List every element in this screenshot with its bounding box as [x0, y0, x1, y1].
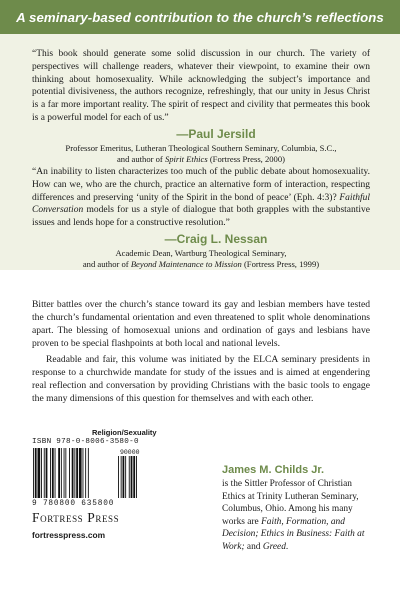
description-paragraph: Bitter battles over the church’s stance toward its gay and lesbian members have tested the church’s fundamental orientation and even threatened to split whole denominations apart. The blessing of homosexual unions and ordination of gays and lesbians have proven to be special flashpoints at both local and national levels.	[32, 299, 370, 349]
endorser-book-title: Beyond Maintenance to Mission	[130, 259, 242, 270]
banner-tagline: A seminary-based contribution to the church’s reflections	[0, 0, 400, 34]
barcode-bar	[83, 448, 84, 498]
barcode-addon-bar	[136, 456, 137, 498]
barcode-bar	[52, 448, 54, 498]
endorser-author-of: and author of	[116, 153, 165, 164]
barcode-bars	[33, 448, 89, 498]
barcode-addon-bar	[131, 456, 133, 498]
endorser-book-publisher: (Fortress Press, 1999)	[241, 259, 320, 270]
barcode	[32, 448, 145, 498]
barcode-bar	[44, 448, 45, 498]
barcode-bar	[41, 448, 42, 498]
barcode-addon-bar	[118, 456, 119, 498]
barcode-addon-bar	[125, 456, 126, 498]
endorsement-nessan	[32, 166, 370, 271]
endorser-book-title: Spirit Ethics	[164, 153, 208, 164]
barcode-bar	[76, 448, 78, 498]
endorser-name: —Craig L. Nessan	[164, 231, 268, 246]
book-title-inline: Faithful Conversation	[32, 192, 370, 216]
barcode-addon-bar	[133, 456, 135, 498]
endorser-name: —Paul Jersild	[176, 126, 256, 141]
barcode-bar	[61, 448, 62, 498]
publisher-url: fortresspress.com	[32, 530, 106, 540]
barcode-bar	[88, 448, 89, 498]
barcode-addon-bars	[118, 449, 140, 498]
barcode-bar	[69, 448, 70, 498]
publisher-name: Fortress Press	[32, 510, 120, 525]
endorsement-text-part: “An inability to listen characterizes too much of the public debate about homosexuality. How can we, who are the church, practice an alternative form of interaction, respecting differences and preserving ‘unity of the Spirit in the bond of peace’ (Eph. 4:3)?	[32, 167, 370, 203]
barcode-addon-bar	[121, 456, 122, 498]
endorser-title: Academic Dean, Wartburg Theological Seminary,	[115, 247, 287, 258]
barcode-number: 9 780800 635800	[32, 500, 115, 508]
endorsement-text: “This book should generate some solid discussion in our church. The variety of perspectives will challenge readers, whatever their viewpoint, to examine their own thinking about homosexuality. While acknowledging the subject’s importance and potential divisiveness, the authors recognize, refreshingly, that our unity in Jesus Christ is a far more important reality. The spirit of respect and civility that permeates this book is a powerful model for each of us.”	[32, 49, 370, 123]
author-bio	[222, 478, 372, 554]
endorsement-text	[32, 166, 370, 230]
barcode-bar	[38, 448, 41, 498]
author-bio-text: .	[285, 541, 289, 552]
book-description	[32, 298, 370, 405]
barcode-bar	[64, 448, 65, 498]
barcode-bar	[85, 448, 86, 498]
barcode-bar	[65, 448, 66, 498]
endorsements-panel	[0, 34, 400, 270]
barcode-bar	[35, 448, 37, 498]
endorser-author-of: and author of	[82, 259, 131, 270]
author-block	[222, 464, 372, 554]
endorser-credentials	[32, 143, 370, 166]
author-name: James M. Childs Jr.	[222, 464, 325, 476]
isbn-label: ISBN 978-0-8006-3580-0	[32, 438, 139, 446]
description-paragraph: Readable and fair, this volume was initiated by the ELCA seminary presidents in response to a churchwide mandate for study of the issues and is aimed at engendering real reflection and conversation by providing Christians with the basic tools to engage the many dimensions of this question for themselves and with each other.	[32, 354, 370, 404]
barcode-bar	[79, 448, 82, 498]
barcode-bar	[55, 448, 56, 498]
price-code: 90000	[120, 449, 140, 456]
barcode-bar	[33, 448, 34, 498]
endorser-credentials	[32, 248, 370, 271]
endorser-title: Professor Emeritus, Lutheran Theological Southern Seminary, Columbia, S.C.,	[65, 142, 337, 153]
barcode-bar	[72, 448, 74, 498]
endorsement-text-part: models for us a style of dialogue that both grapples with the substantive issues and lends hope for a constructive resolution.”	[32, 205, 370, 229]
endorser-book-publisher: (Fortress Press, 2000)	[207, 153, 286, 164]
barcode-bar	[46, 448, 48, 498]
barcode-addon-bar	[123, 456, 125, 498]
barcode-bar	[58, 448, 60, 498]
endorsement-jersild	[32, 48, 370, 165]
barcode-bar	[50, 448, 51, 498]
barcode-addon-bar	[129, 456, 130, 498]
barcode-bar	[74, 448, 75, 498]
category-label: Religion/Sexuality	[92, 428, 157, 437]
author-works: Greed	[262, 541, 286, 552]
author-bio-text: and	[244, 541, 263, 552]
author-works: Faith, Formation, and Decision; Ethics in Business: Faith at Work;	[222, 516, 365, 552]
author-bio-text: is the Sittler Professor of Christian Ethics at Trinity Lutheran Seminary, Columbus, Ohio. Among his many works are	[222, 479, 359, 527]
